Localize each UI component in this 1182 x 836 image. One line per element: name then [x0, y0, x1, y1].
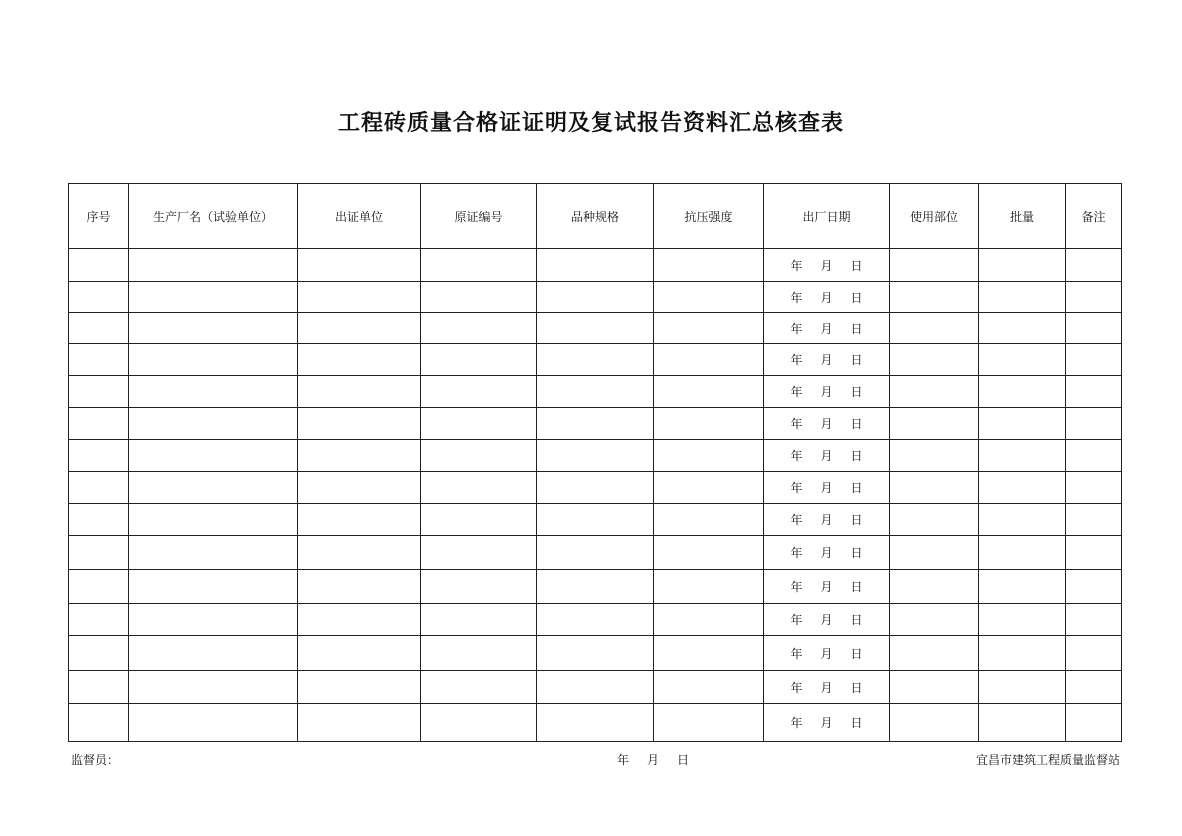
remarks-cell[interactable] [1066, 570, 1122, 604]
serial-cell[interactable] [69, 344, 129, 376]
cert-number-cell[interactable] [421, 636, 537, 671]
cert-number-cell[interactable] [421, 249, 537, 282]
location-cell[interactable] [890, 440, 979, 472]
col-header-spec: 品种规格 [537, 184, 654, 249]
table-row [69, 376, 1122, 408]
issuer-cell[interactable] [298, 282, 421, 313]
serial-cell[interactable] [69, 249, 129, 282]
date-month-label: 月 [820, 613, 833, 627]
date-year-label: 年 [790, 385, 803, 399]
date-cell[interactable] [764, 313, 890, 344]
issuer-cell[interactable] [298, 570, 421, 604]
batch-cell[interactable] [979, 472, 1066, 504]
location-cell[interactable] [890, 249, 979, 282]
date-day-label: 日 [850, 546, 863, 560]
spec-cell[interactable] [537, 472, 654, 504]
date-day-label: 日 [850, 613, 863, 627]
table-row [69, 536, 1122, 570]
date-cell[interactable] [764, 472, 890, 504]
date-day-label: 日 [850, 513, 863, 527]
date-cell[interactable] [764, 282, 890, 313]
serial-cell[interactable] [69, 408, 129, 440]
date-cell[interactable] [764, 249, 890, 282]
date-cell[interactable] [764, 440, 890, 472]
date-month-label: 月 [820, 321, 833, 336]
date-month-label: 月 [820, 646, 833, 661]
date-day-label: 日 [850, 353, 863, 367]
location-cell[interactable] [890, 570, 979, 604]
strength-cell[interactable] [654, 408, 764, 440]
spec-cell[interactable] [537, 504, 654, 536]
date-cell[interactable] [764, 376, 890, 408]
strength-cell[interactable] [654, 376, 764, 408]
batch-cell[interactable] [979, 671, 1066, 704]
cert-number-cell[interactable] [421, 570, 537, 604]
manufacturer-cell[interactable] [129, 636, 298, 671]
issuer-cell[interactable] [298, 376, 421, 408]
spec-cell[interactable] [537, 536, 654, 570]
table-row [69, 440, 1122, 472]
cert-number-cell[interactable] [421, 671, 537, 704]
batch-cell[interactable] [979, 344, 1066, 376]
col-header-issuer: 出证单位 [298, 184, 421, 249]
serial-cell[interactable] [69, 704, 129, 742]
col-header-location: 使用部位 [890, 184, 979, 249]
batch-cell[interactable] [979, 536, 1066, 570]
location-cell[interactable] [890, 536, 979, 570]
spec-cell[interactable] [537, 344, 654, 376]
batch-cell[interactable] [979, 313, 1066, 344]
col-header-manufacturer: 生产厂名（试验单位） [129, 184, 298, 249]
location-cell[interactable] [890, 636, 979, 671]
manufacturer-cell[interactable] [129, 344, 298, 376]
date-year-label: 年 [790, 546, 803, 560]
manufacturer-cell[interactable] [129, 536, 298, 570]
remarks-cell[interactable] [1066, 282, 1122, 313]
serial-cell[interactable] [69, 671, 129, 704]
spec-cell[interactable] [537, 636, 654, 671]
strength-cell[interactable] [654, 636, 764, 671]
location-cell[interactable] [890, 704, 979, 742]
date-day-label: 日 [850, 716, 863, 730]
batch-cell[interactable] [979, 282, 1066, 313]
table-row [69, 504, 1122, 536]
date-year-label: 年 [790, 321, 803, 336]
date-day-label: 日 [850, 449, 863, 463]
date-month-label: 月 [820, 258, 833, 273]
table-body [69, 249, 1122, 742]
batch-cell[interactable] [979, 249, 1066, 282]
date-month-label: 月 [820, 449, 833, 463]
location-cell[interactable] [890, 344, 979, 376]
col-header-date: 出厂日期 [764, 184, 890, 249]
serial-cell[interactable] [69, 440, 129, 472]
manufacturer-cell[interactable] [129, 704, 298, 742]
date-day-label: 日 [850, 417, 863, 431]
date-day-label: 日 [850, 646, 863, 661]
issuer-cell[interactable] [298, 504, 421, 536]
issuer-cell[interactable] [298, 249, 421, 282]
col-header-strength: 抗压强度 [654, 184, 764, 249]
col-header-batch: 批量 [979, 184, 1066, 249]
date-cell[interactable] [764, 704, 890, 742]
date-year-label: 年 [790, 449, 803, 463]
location-cell[interactable] [890, 671, 979, 704]
issuer-cell[interactable] [298, 344, 421, 376]
remarks-cell[interactable] [1066, 408, 1122, 440]
location-cell[interactable] [890, 376, 979, 408]
remarks-cell[interactable] [1066, 604, 1122, 636]
cert-number-cell[interactable] [421, 536, 537, 570]
spec-cell[interactable] [537, 604, 654, 636]
remarks-cell[interactable] [1066, 440, 1122, 472]
date-day-label: 日 [850, 290, 863, 305]
supervisor-label: 监督员： [71, 753, 120, 767]
remarks-cell[interactable] [1066, 249, 1122, 282]
remarks-cell[interactable] [1066, 671, 1122, 704]
spec-cell[interactable] [537, 249, 654, 282]
table-row [69, 249, 1122, 282]
table-row [69, 671, 1122, 704]
footer-date [617, 751, 707, 768]
organization-name: 宜昌市建筑工程质量监督站 [975, 753, 1120, 767]
spec-cell[interactable] [537, 313, 654, 344]
location-cell[interactable] [890, 313, 979, 344]
table-row [69, 570, 1122, 604]
spec-cell[interactable] [537, 570, 654, 604]
date-year-label: 年 [790, 580, 803, 594]
footer-date-day: 日 [677, 753, 690, 767]
issuer-cell[interactable] [298, 671, 421, 704]
date-month-label: 月 [820, 580, 833, 594]
table-row [69, 704, 1122, 742]
date-cell[interactable] [764, 504, 890, 536]
spec-cell[interactable] [537, 704, 654, 742]
table-row [69, 636, 1122, 671]
remarks-cell[interactable] [1066, 636, 1122, 671]
table-row [69, 313, 1122, 344]
manufacturer-cell[interactable] [129, 604, 298, 636]
date-day-label: 日 [850, 385, 863, 399]
date-year-label: 年 [790, 613, 803, 627]
date-year-label: 年 [790, 258, 803, 273]
issuer-cell[interactable] [298, 536, 421, 570]
strength-cell[interactable] [654, 282, 764, 313]
summary-table [68, 183, 1122, 742]
date-day-label: 日 [850, 580, 863, 594]
date-year-label: 年 [790, 646, 803, 661]
date-cell[interactable] [764, 408, 890, 440]
issuer-cell[interactable] [298, 636, 421, 671]
table-row [69, 408, 1122, 440]
cert-number-cell[interactable] [421, 344, 537, 376]
strength-cell[interactable] [654, 671, 764, 704]
date-month-label: 月 [820, 716, 833, 730]
manufacturer-cell[interactable] [129, 376, 298, 408]
issuer-cell[interactable] [298, 408, 421, 440]
location-cell[interactable] [890, 282, 979, 313]
date-year-label: 年 [790, 417, 803, 431]
batch-cell[interactable] [979, 704, 1066, 742]
spec-cell[interactable] [537, 282, 654, 313]
manufacturer-cell[interactable] [129, 249, 298, 282]
form-title: 工程砖质量合格证证明及复试报告资料汇总核查表 [337, 111, 844, 136]
col-header-cert-number: 原证编号 [421, 184, 537, 249]
strength-cell[interactable] [654, 604, 764, 636]
date-day-label: 日 [850, 258, 863, 273]
serial-cell[interactable] [69, 636, 129, 671]
serial-cell[interactable] [69, 536, 129, 570]
cert-number-cell[interactable] [421, 604, 537, 636]
batch-cell[interactable] [979, 376, 1066, 408]
cert-number-cell[interactable] [421, 408, 537, 440]
location-cell[interactable] [890, 604, 979, 636]
table-row [69, 472, 1122, 504]
strength-cell[interactable] [654, 440, 764, 472]
date-year-label: 年 [790, 481, 803, 495]
footer-date-year: 年 [617, 753, 630, 767]
issuer-cell[interactable] [298, 440, 421, 472]
strength-cell[interactable] [654, 313, 764, 344]
batch-cell[interactable] [979, 604, 1066, 636]
batch-cell[interactable] [979, 504, 1066, 536]
date-day-label: 日 [850, 321, 863, 336]
date-year-label: 年 [790, 290, 803, 305]
date-cell[interactable] [764, 536, 890, 570]
strength-cell[interactable] [654, 344, 764, 376]
date-year-label: 年 [790, 716, 803, 730]
cert-number-cell[interactable] [421, 282, 537, 313]
issuer-cell[interactable] [298, 704, 421, 742]
serial-cell[interactable] [69, 472, 129, 504]
strength-cell[interactable] [654, 536, 764, 570]
table-row [69, 604, 1122, 636]
cert-number-cell[interactable] [421, 440, 537, 472]
serial-cell[interactable] [69, 570, 129, 604]
serial-cell[interactable] [69, 376, 129, 408]
remarks-cell[interactable] [1066, 536, 1122, 570]
strength-cell[interactable] [654, 704, 764, 742]
remarks-cell[interactable] [1066, 704, 1122, 742]
remarks-cell[interactable] [1066, 376, 1122, 408]
remarks-cell[interactable] [1066, 504, 1122, 536]
serial-cell[interactable] [69, 604, 129, 636]
cert-number-cell[interactable] [421, 704, 537, 742]
date-cell[interactable] [764, 636, 890, 671]
location-cell[interactable] [890, 472, 979, 504]
date-cell[interactable] [764, 344, 890, 376]
cert-number-cell[interactable] [421, 376, 537, 408]
manufacturer-cell[interactable] [129, 472, 298, 504]
cert-number-cell[interactable] [421, 472, 537, 504]
strength-cell[interactable] [654, 472, 764, 504]
manufacturer-cell[interactable] [129, 671, 298, 704]
table-row [69, 344, 1122, 376]
batch-cell[interactable] [979, 440, 1066, 472]
spec-cell[interactable] [537, 671, 654, 704]
manufacturer-cell[interactable] [129, 313, 298, 344]
serial-cell[interactable] [69, 313, 129, 344]
cert-number-cell[interactable] [421, 313, 537, 344]
date-cell[interactable] [764, 604, 890, 636]
location-cell[interactable] [890, 504, 979, 536]
date-day-label: 日 [850, 680, 863, 695]
date-month-label: 月 [820, 290, 833, 305]
manufacturer-cell[interactable] [129, 408, 298, 440]
manufacturer-cell[interactable] [129, 570, 298, 604]
date-month-label: 月 [820, 680, 833, 695]
issuer-cell[interactable] [298, 604, 421, 636]
date-month-label: 月 [820, 481, 833, 495]
header-row [69, 184, 1122, 249]
date-year-label: 年 [790, 353, 803, 367]
batch-cell[interactable] [979, 408, 1066, 440]
col-header-remarks: 备注 [1066, 184, 1122, 249]
table-row [69, 282, 1122, 313]
date-month-label: 月 [820, 385, 833, 399]
cert-number-cell[interactable] [421, 504, 537, 536]
date-year-label: 年 [790, 513, 803, 527]
date-cell[interactable] [764, 570, 890, 604]
location-cell[interactable] [890, 408, 979, 440]
manufacturer-cell[interactable] [129, 282, 298, 313]
remarks-cell[interactable] [1066, 344, 1122, 376]
date-month-label: 月 [820, 513, 833, 527]
manufacturer-cell[interactable] [129, 504, 298, 536]
strength-cell[interactable] [654, 504, 764, 536]
issuer-cell[interactable] [298, 313, 421, 344]
date-month-label: 月 [820, 353, 833, 367]
strength-cell[interactable] [654, 570, 764, 604]
spec-cell[interactable] [537, 376, 654, 408]
manufacturer-cell[interactable] [129, 440, 298, 472]
remarks-cell[interactable] [1066, 313, 1122, 344]
date-cell[interactable] [764, 671, 890, 704]
date-month-label: 月 [820, 417, 833, 431]
batch-cell[interactable] [979, 570, 1066, 604]
serial-cell[interactable] [69, 282, 129, 313]
footer-date-month: 月 [647, 753, 660, 767]
spec-cell[interactable] [537, 440, 654, 472]
date-month-label: 月 [820, 546, 833, 560]
remarks-cell[interactable] [1066, 472, 1122, 504]
date-day-label: 日 [850, 481, 863, 495]
strength-cell[interactable] [654, 249, 764, 282]
batch-cell[interactable] [979, 636, 1066, 671]
issuer-cell[interactable] [298, 472, 421, 504]
spec-cell[interactable] [537, 408, 654, 440]
date-year-label: 年 [790, 680, 803, 695]
serial-cell[interactable] [69, 504, 129, 536]
col-header-serial: 序号 [69, 184, 129, 249]
